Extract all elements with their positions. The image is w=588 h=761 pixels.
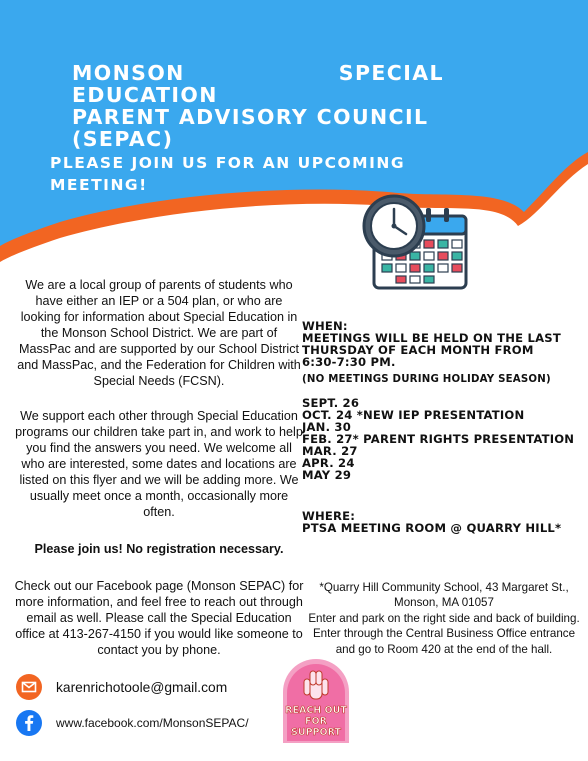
badge-line: FOR: [305, 716, 327, 727]
when-label: WHEN:: [302, 319, 348, 333]
facebook-icon: [16, 710, 42, 736]
date-item: SEPT. 26: [302, 396, 360, 410]
page-subtitle: [50, 152, 440, 196]
directions-text: Enter and park on the right side and back of building. Enter through the Central Business Office entrance and go to Room 420 at the end of the hall.: [308, 611, 580, 656]
date-item: FEB. 27* PARENT RIGHTS PRESENTATION: [302, 432, 575, 446]
where-label: WHERE:: [302, 509, 356, 523]
email-icon: [16, 674, 42, 700]
page-title: [72, 62, 444, 150]
facebook-note-paragraph: Check out our Facebook page (Monson SEPAC) for more information, and feel free to reach out through email as well. Please call the Special Education office at 413-267-4150 if you would like someone to contact you by phone.: [14, 579, 304, 657]
badge-line: SUPPORT: [291, 727, 341, 738]
subtitle-line: MEETING!: [50, 176, 148, 194]
calendar-clock-icon: [360, 194, 472, 292]
email-link[interactable]: karenrichotoole@gmail.com: [56, 679, 228, 695]
title-line: MONSON SPECIAL EDUCATION: [72, 61, 444, 107]
address-line: *Quarry Hill Community School, 43 Margaret St.,: [319, 581, 569, 594]
where-location: PTSA MEETING ROOM @ QUARRY HILL*: [302, 521, 562, 535]
title-line: (SEPAC): [72, 127, 174, 151]
date-item: APR. 24: [302, 456, 355, 470]
when-line: THURSDAY OF EACH MONTH FROM: [302, 343, 534, 357]
badge-line: REACH OUT: [285, 705, 347, 716]
address-block: [305, 580, 583, 657]
when-note: (NO MEETINGS DURING HOLIDAY SEASON): [302, 374, 551, 385]
about-paragraph: We are a local group of parents of students who have either an IEP or a 504 plan, or who are looking for information about Special Education in the Monson School District. We are part of MassPac and are supported by our School District and MassPac, and the Federation for Children with Special Needs (FCSN).: [17, 278, 301, 388]
title-line: PARENT ADVISORY COUNCIL: [72, 105, 429, 129]
meeting-dates-list: [302, 397, 574, 481]
where-section: [302, 510, 561, 534]
when-section: [302, 320, 561, 368]
join-text: Please join us! No registration necessary.: [34, 542, 284, 556]
subtitle-line: PLEASE JOIN US FOR AN UPCOMING: [50, 154, 406, 172]
facebook-link[interactable]: www.facebook.com/MonsonSEPAC/: [56, 716, 249, 730]
email-contact[interactable]: [16, 674, 227, 700]
date-item: OCT. 24 *NEW IEP PRESENTATION: [302, 408, 525, 422]
when-line: MEETINGS WILL BE HELD ON THE LAST: [302, 331, 561, 345]
date-item: JAN. 30: [302, 420, 351, 434]
support-paragraph: We support each other through Special Education programs our children take part in, and work to help you find the answers you need. We welcome all who are interested, some dates and locations are listed on this flyer and we will be adding more. We usually meet once a month, occasionally more often.: [15, 409, 303, 519]
facebook-contact[interactable]: [16, 710, 249, 736]
address-line: Monson, MA 01057: [394, 596, 494, 610]
reach-out-badge: [281, 657, 351, 745]
when-line: 6:30-7:30 PM.: [302, 355, 396, 369]
date-item: MAY 29: [302, 468, 352, 482]
date-item: MAR. 27: [302, 444, 358, 458]
